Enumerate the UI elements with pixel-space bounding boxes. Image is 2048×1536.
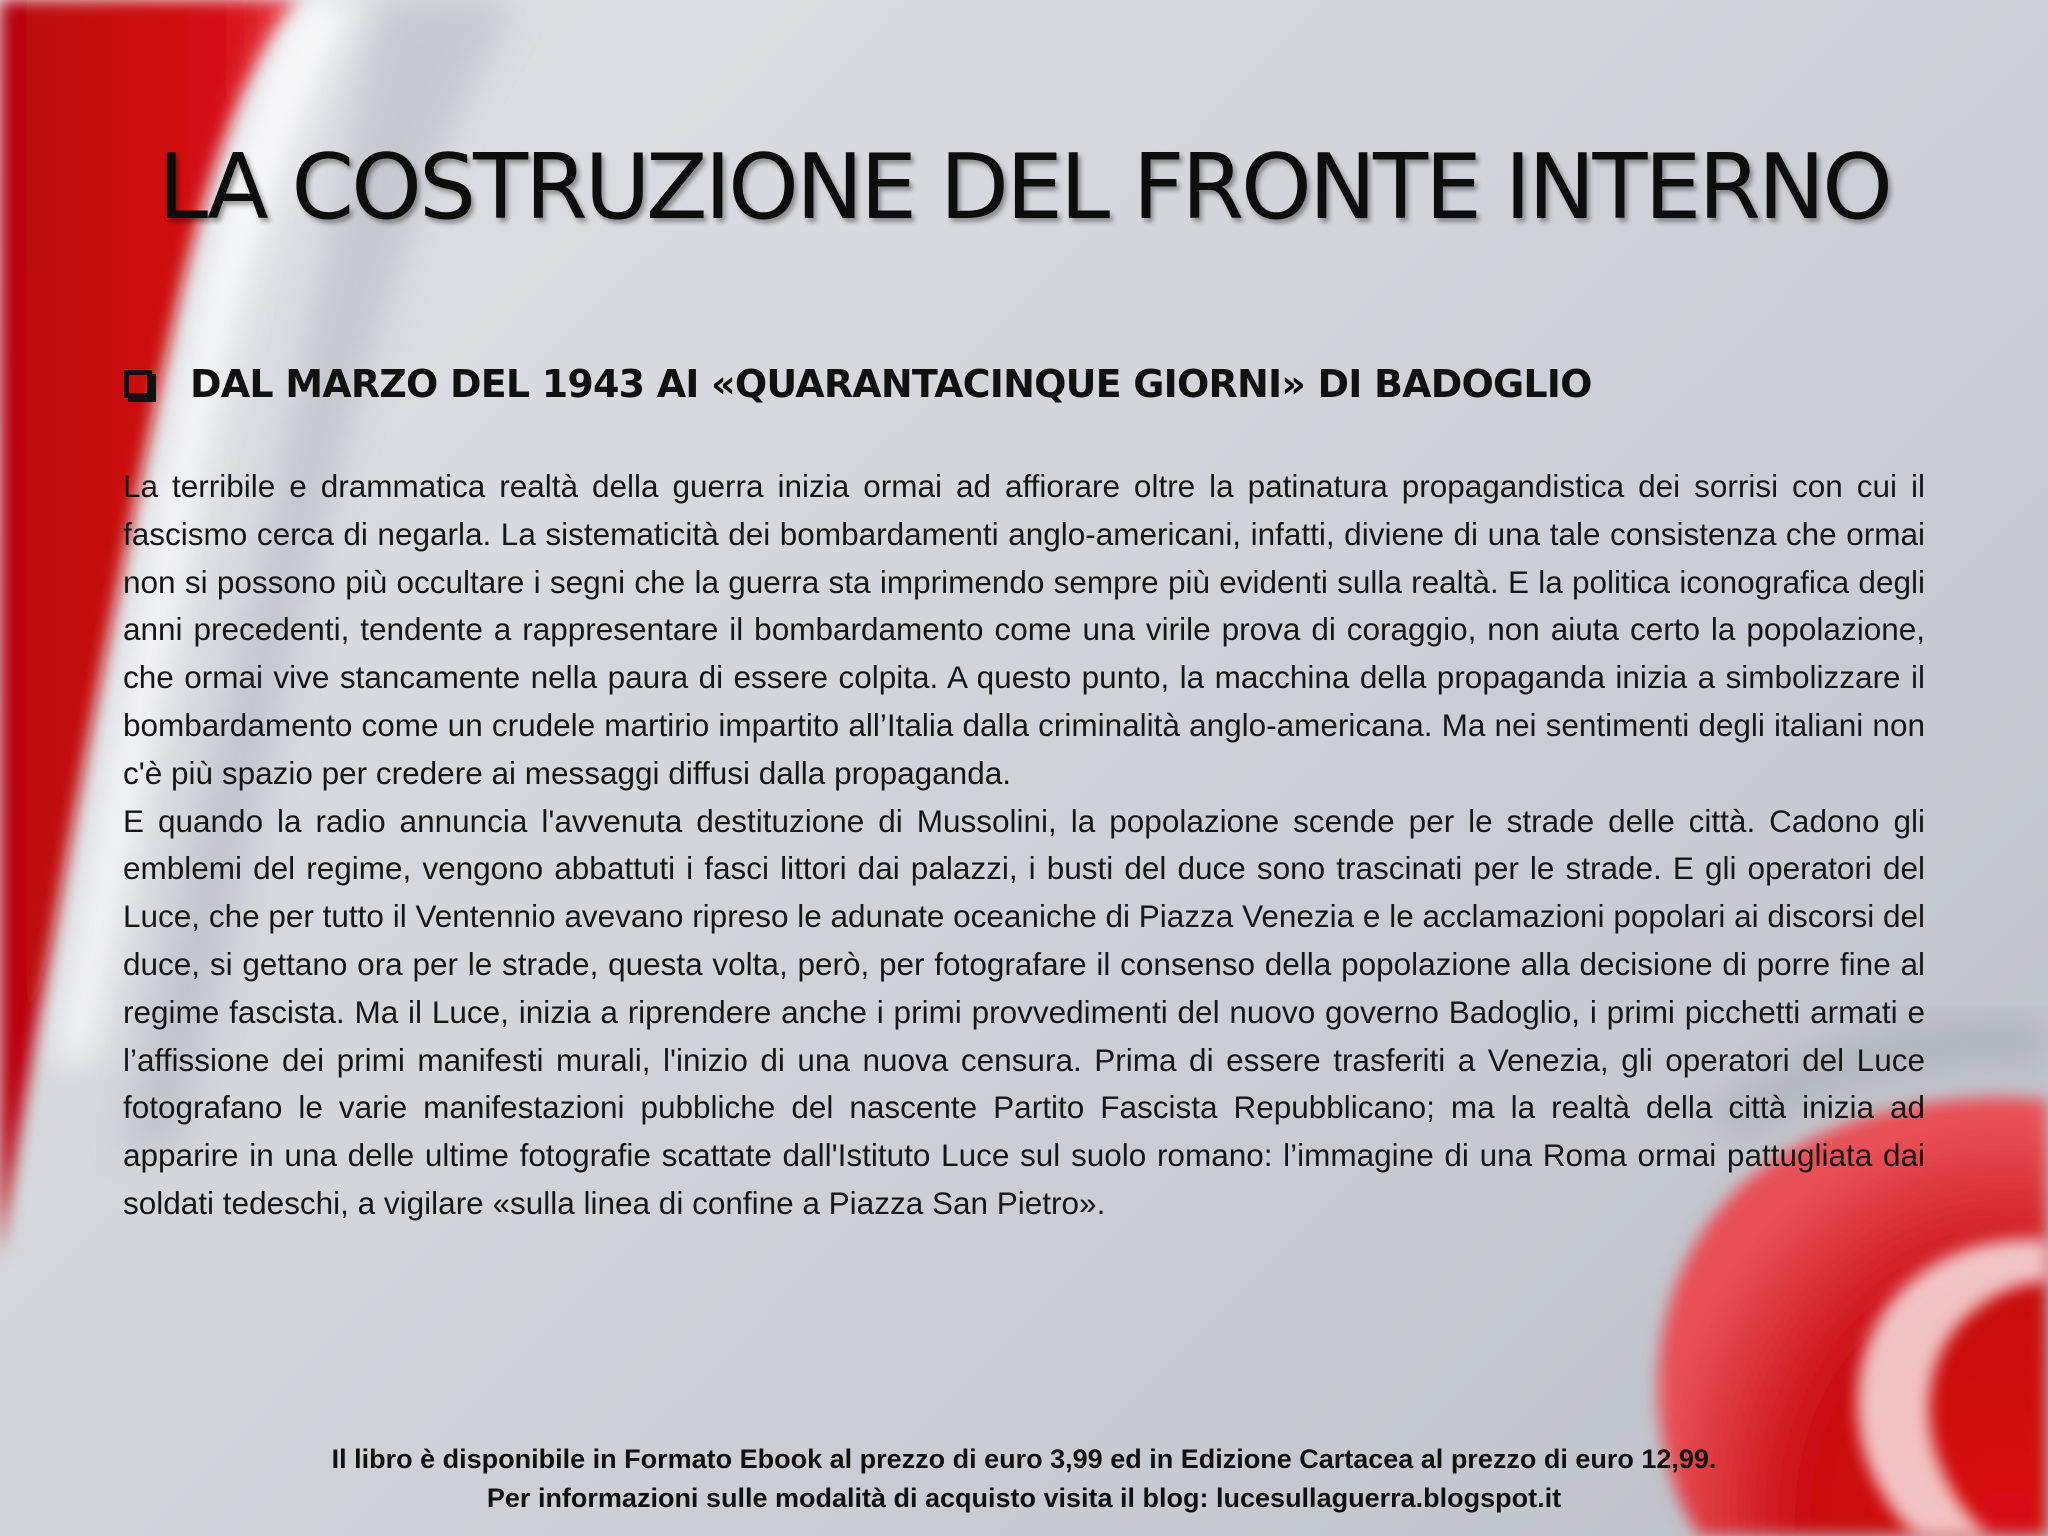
slide-title: LA COSTRUZIONE DEL FRONTE INTERNO <box>157 135 1891 240</box>
body-text <box>123 463 1925 1228</box>
section-heading-text: DAL MARZO DEL 1943 AI «QUARANTACINQUE GIORNI» DI BADOGLIO <box>190 362 1592 406</box>
checkbox-bullet-icon <box>124 370 152 398</box>
footer-line-price: Il libro è disponibile in Formato Ebook al prezzo di euro 3,99 ed in Edizione Cartacea al prezzo di euro 12,99. <box>331 1444 1717 1474</box>
section-heading <box>124 362 1592 406</box>
footer-line-blog: Per informazioni sulle modalità di acquisto visita il blog: lucesullaguerra.blogspot.it <box>486 1483 1562 1513</box>
body-paragraph-1: La terribile e drammatica realtà della guerra inizia ormai ad affiorare oltre la patinatura propagandistica dei sorrisi con cui il fascismo cerca di negarla. La sistematicità dei bombardamenti anglo-americani, infatti, diviene di una tale consistenza che ormai non si possono più occultare i segni che la guerra sta imprimendo sempre più evidenti sulla realtà. E la politica iconografica degli anni precedenti, tendente a rappresentare il bombardamento come una virile prova di coraggio, non aiuta certo la popolazione, che ormai vive stancamente nella paura di essere colpita. A questo punto, la macchina della propaganda inizia a simbolizzare il bombardamento come un crudele martirio impartito all’Italia dalla criminalità anglo-americana. Ma nei sentimenti degli italiani non c'è più spazio per credere ai messaggi diffusi dalla propaganda. <box>123 468 1925 791</box>
footer <box>0 1440 2048 1518</box>
body-paragraph-2: E quando la radio annuncia l'avvenuta destituzione di Mussolini, la popolazione scende per le strade delle città. Cadono gli emblemi del regime, vengono abbattuti i fasci littori dai palazzi, i busti del duce sono trascinati per le strade. E gli operatori del Luce, che per tutto il Ventennio avevano ripreso le adunate oceaniche di Piazza Venezia e le acclamazioni popolari ai discorsi del duce, si gettano ora per le strade, questa volta, però, per fotografare il consenso della popolazione alla decisione di porre fine al regime fascista. Ma il Luce, inizia a riprendere anche i primi provvedimenti del nuovo governo Badoglio, i primi picchetti armati e l’affissione dei primi manifesti murali, l'inizio di una nuova censura. Prima di essere trasferiti a Venezia, gli operatori del Luce fotografano le varie manifestazioni pubbliche del nascente Partito Fascista Repubblicano; ma la realtà della città inizia ad apparire in una delle ultime fotografie scattate dall'Istituto Luce sul suolo romano: l’immagine di una Roma ormai pattugliata dai soldati tedeschi, a vigilare «sulla linea di confine a Piazza San Pietro». <box>123 802 1925 1221</box>
